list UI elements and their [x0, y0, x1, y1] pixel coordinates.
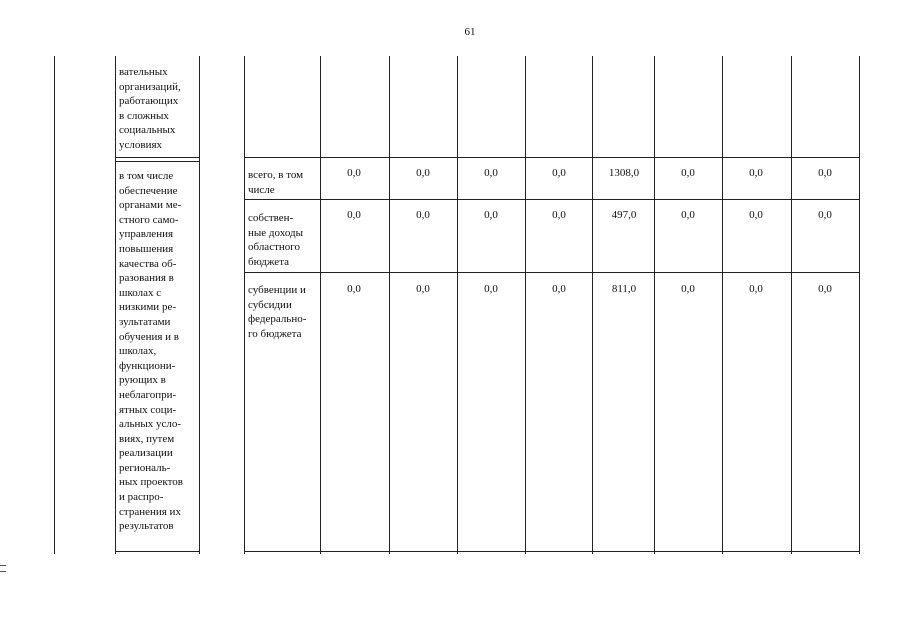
value-cell: 0,0	[552, 167, 566, 179]
value-cell: 0,0	[484, 209, 498, 221]
table-col-divider	[199, 56, 200, 554]
table-bottom-border	[244, 551, 860, 552]
value-cell: 497,0	[611, 209, 637, 221]
row-description: вательных организаций, работающих в сложных социальных условиях	[119, 66, 181, 151]
value-cell: 0,0	[347, 167, 361, 179]
value-cell: 0,0	[552, 209, 566, 221]
value-cell: 811,0	[611, 283, 637, 295]
table-col-divider	[244, 56, 245, 554]
value-cell: 0,0	[749, 167, 763, 179]
value-cell: 0,0	[818, 209, 832, 221]
table-col-divider	[654, 56, 655, 554]
value-cell: 0,0	[484, 167, 498, 179]
table-col-divider	[592, 56, 593, 554]
funding-source-label: всего, в том числе	[248, 169, 304, 196]
table-col-divider	[457, 56, 458, 554]
value-cell: 0,0	[749, 283, 763, 295]
value-cell: 0,0	[416, 283, 430, 295]
table-bottom-border	[115, 551, 200, 552]
value-cell: 0,0	[552, 283, 566, 295]
value-cell: 0,0	[818, 283, 832, 295]
table-col-divider	[115, 56, 116, 554]
table-row-divider	[244, 272, 860, 273]
table-border-right	[859, 56, 860, 554]
page-number: 61	[464, 26, 476, 38]
value-cell: 0,0	[416, 209, 430, 221]
scan-edge-mark	[0, 565, 6, 572]
row-description: в том числе обеспечение органами ме- стного само- управления повышения качества об- разования в школах с низкими ре- зультатами обучения и в школах, функциони- рующих в неблагопри- ятных соци- альных усло- виях, путем реализации региональ- ных проектов и распро- странения их результатов	[119, 170, 183, 533]
table-col-divider	[525, 56, 526, 554]
value-cell: 0,0	[681, 283, 695, 295]
value-cell: 1308,0	[608, 167, 640, 179]
value-cell: 0,0	[681, 167, 695, 179]
value-cell: 0,0	[749, 209, 763, 221]
table-row-divider	[115, 157, 200, 158]
value-cell: 0,0	[818, 167, 832, 179]
table-row-divider	[115, 161, 200, 162]
value-cell: 0,0	[347, 283, 361, 295]
table-col-divider	[389, 56, 390, 554]
table-col-divider	[320, 56, 321, 554]
value-cell: 0,0	[484, 283, 498, 295]
table-col-divider	[791, 56, 792, 554]
table-row-divider	[244, 199, 860, 200]
value-cell: 0,0	[681, 209, 695, 221]
value-cell: 0,0	[347, 209, 361, 221]
value-cell: 0,0	[416, 167, 430, 179]
funding-source-label: собствен- ные доходы областного бюджета	[248, 212, 303, 268]
table-col-divider	[722, 56, 723, 554]
table-border-left	[54, 56, 55, 554]
table-row-divider	[244, 157, 860, 158]
funding-source-label: субвенции и субсидии федерально- го бюджета	[248, 284, 307, 340]
